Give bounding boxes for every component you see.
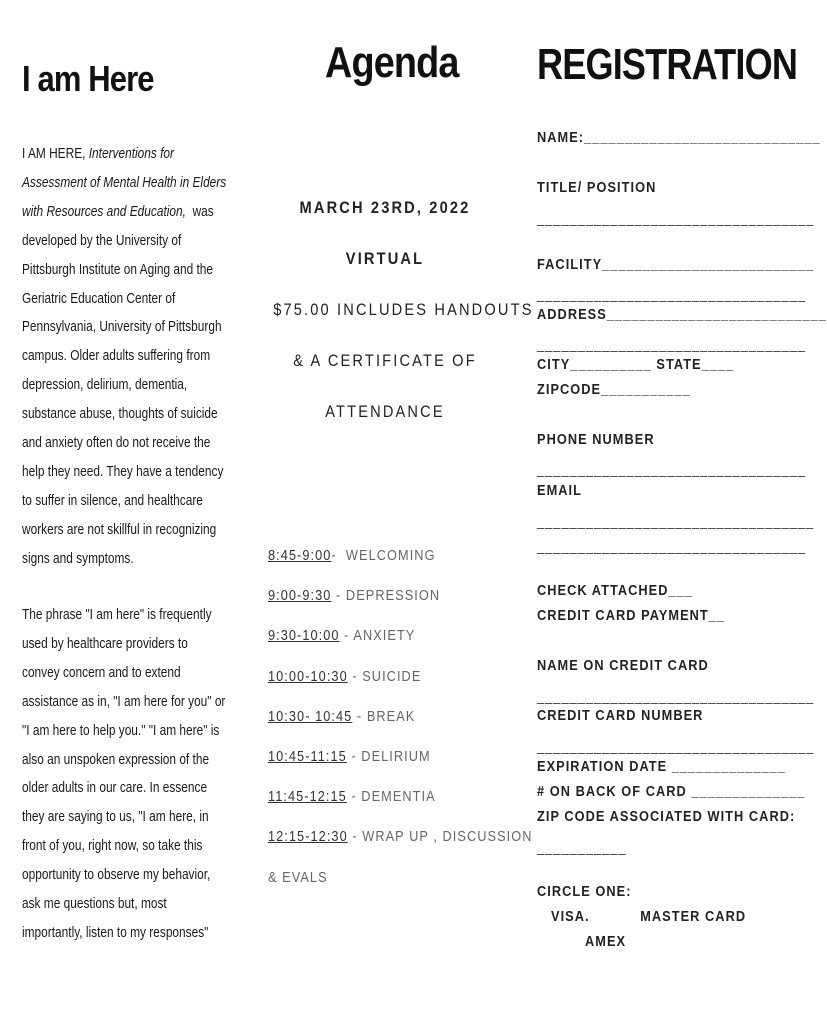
paragraph-line: assistance as in, "I am here for you" or bbox=[22, 693, 226, 710]
schedule-time: 8:45-9:00 bbox=[268, 548, 332, 564]
intro-paragraph bbox=[22, 140, 243, 574]
price-line: ATTENDANCE bbox=[325, 402, 445, 421]
form-field-label: # ON BACK OF CARD ______________ bbox=[537, 784, 806, 800]
schedule-item bbox=[268, 709, 415, 725]
form-field-label: CREDIT CARD PAYMENT__ bbox=[537, 608, 726, 624]
form-blank-line[interactable]: __________________________________ bbox=[537, 514, 815, 530]
form-field-label: NAME ON CREDIT CARD bbox=[537, 658, 709, 674]
paragraph-line: help they need. They have a tendency bbox=[22, 463, 224, 480]
form-field-label: CITY__________ STATE____ bbox=[537, 357, 735, 373]
schedule-time: 10:30- 10:45 bbox=[268, 708, 353, 725]
paragraph-line: developed by the University of bbox=[22, 232, 182, 249]
schedule-item bbox=[268, 870, 328, 886]
paragraph-line: older adults in our care. In essence bbox=[22, 780, 208, 797]
form-field-label: CREDIT CARD NUMBER bbox=[537, 708, 704, 724]
schedule-topic: - WRAP UP , DISCUSSION bbox=[347, 829, 533, 846]
paragraph-line: front of you, right now, so take this bbox=[22, 838, 203, 855]
paragraph-line: importantly, listen to my responses" bbox=[22, 924, 209, 941]
registration-title: REGISTRATION bbox=[537, 40, 798, 89]
form-field-label: NAME:_____________________________ bbox=[537, 130, 821, 146]
schedule-item bbox=[268, 669, 421, 685]
form-blank-line[interactable]: __________________________________ bbox=[537, 689, 815, 705]
paragraph-line: Pennsylvania, University of Pittsburgh bbox=[22, 319, 222, 336]
form-blank-line[interactable]: _________________________________ bbox=[537, 337, 807, 353]
paragraph-line: used by healthcare providers to bbox=[22, 635, 188, 652]
schedule-item bbox=[268, 749, 431, 765]
schedule-topic: - DEPRESSION bbox=[331, 588, 441, 605]
schedule-topic: - ANXIETY bbox=[339, 628, 416, 645]
form-field-label: EXPIRATION DATE ______________ bbox=[537, 759, 786, 775]
paragraph-line: The phrase "I am here" is frequently bbox=[22, 607, 212, 623]
paragraph-line: substance abuse, thoughts of suicide bbox=[22, 406, 218, 423]
i-am-here-paragraph bbox=[22, 601, 243, 948]
schedule-time: 12:15-12:30 bbox=[268, 829, 348, 846]
schedule-topic: & EVALS bbox=[268, 869, 328, 886]
schedule-time: 9:30-10:00 bbox=[268, 628, 340, 645]
schedule-item bbox=[268, 628, 415, 644]
form-field-label: ZIP CODE ASSOCIATED WITH CARD: bbox=[537, 809, 796, 825]
paragraph-line: Geriatric Education Center of bbox=[22, 290, 176, 307]
price-line: $75.00 INCLUDES HANDOUTS bbox=[273, 300, 534, 319]
form-field-label: ZIPCODE___________ bbox=[537, 382, 691, 398]
form-blank-line[interactable]: _________________________________ bbox=[537, 287, 807, 303]
schedule-item bbox=[268, 588, 440, 604]
schedule-topic: - WELCOMING bbox=[331, 548, 436, 564]
price-line: & A CERTIFICATE OF bbox=[293, 351, 477, 370]
form-field-label: AMEX bbox=[585, 934, 627, 950]
schedule-time: 10:45-11:15 bbox=[268, 749, 347, 765]
form-field-label: FACILITY__________________________ bbox=[537, 257, 815, 273]
paragraph-line: signs and symptoms. bbox=[22, 550, 134, 567]
schedule-time: 10:00-10:30 bbox=[268, 668, 348, 685]
schedule-item bbox=[268, 789, 436, 805]
paragraph-line: Assessment of Mental Health in Elders bbox=[22, 174, 227, 191]
paragraph-line: opportunity to observe my behavior, bbox=[22, 867, 211, 884]
paragraph-line: also an unspoken expression of the bbox=[22, 751, 210, 768]
schedule-topic: - BREAK bbox=[352, 708, 416, 725]
form-field-label: VISA. MASTER CARD bbox=[551, 909, 747, 925]
form-blank-line[interactable]: ___________ bbox=[537, 840, 627, 856]
schedule-topic: - DEMENTIA bbox=[346, 789, 436, 806]
form-field-label: ADDRESS___________________________ bbox=[537, 307, 827, 323]
paragraph-line: "I am here to help you." "I am here" is bbox=[22, 722, 220, 739]
schedule-topic: - DELIRIUM bbox=[346, 749, 431, 765]
event-mode: VIRTUAL bbox=[345, 249, 425, 268]
form-field-label: CIRCLE ONE: bbox=[537, 884, 632, 900]
paragraph-line: to suffer in silence, and healthcare bbox=[22, 492, 203, 509]
form-field-label: TITLE/ POSITION bbox=[537, 180, 657, 196]
form-field-label: CHECK ATTACHED___ bbox=[537, 583, 693, 599]
form-field-label: EMAIL bbox=[537, 483, 582, 499]
paragraph-line: Pittsburgh Institute on Aging and the bbox=[22, 261, 214, 278]
form-blank-line[interactable]: _________________________________ bbox=[537, 462, 807, 478]
form-blank-line[interactable]: _________________________________ bbox=[537, 539, 807, 555]
paragraph-line: I AM HERE, Interventions for bbox=[22, 146, 175, 162]
paragraph-line: depression, delirium, dementia, bbox=[22, 377, 188, 394]
paragraph-line: convey concern and to extend bbox=[22, 664, 181, 681]
paragraph-line: ask me questions but, most bbox=[22, 896, 167, 913]
event-date: MARCH 23RD, 2022 bbox=[299, 198, 471, 217]
paragraph-line: campus. Older adults suffering from bbox=[22, 348, 211, 365]
paragraph-line: and anxiety often do not receive the bbox=[22, 435, 211, 452]
intro-title: I am Here bbox=[22, 58, 154, 99]
schedule-time: 9:00-9:30 bbox=[268, 588, 332, 605]
schedule-topic: - SUICIDE bbox=[347, 668, 422, 685]
agenda-title: Agenda bbox=[325, 38, 459, 87]
paragraph-line: workers are not skillful in recognizing bbox=[22, 521, 217, 538]
form-blank-line[interactable]: __________________________________ bbox=[537, 211, 815, 227]
paragraph-line: with Resources and Education, was bbox=[22, 203, 214, 220]
form-field-label: PHONE NUMBER bbox=[537, 432, 655, 448]
schedule-item bbox=[268, 548, 436, 564]
form-blank-line[interactable]: __________________________________ bbox=[537, 739, 815, 755]
paragraph-line: they are saying to us, "I am here, in bbox=[22, 809, 209, 826]
schedule-item bbox=[268, 829, 533, 845]
schedule-time: 11:45-12:15 bbox=[268, 789, 347, 806]
